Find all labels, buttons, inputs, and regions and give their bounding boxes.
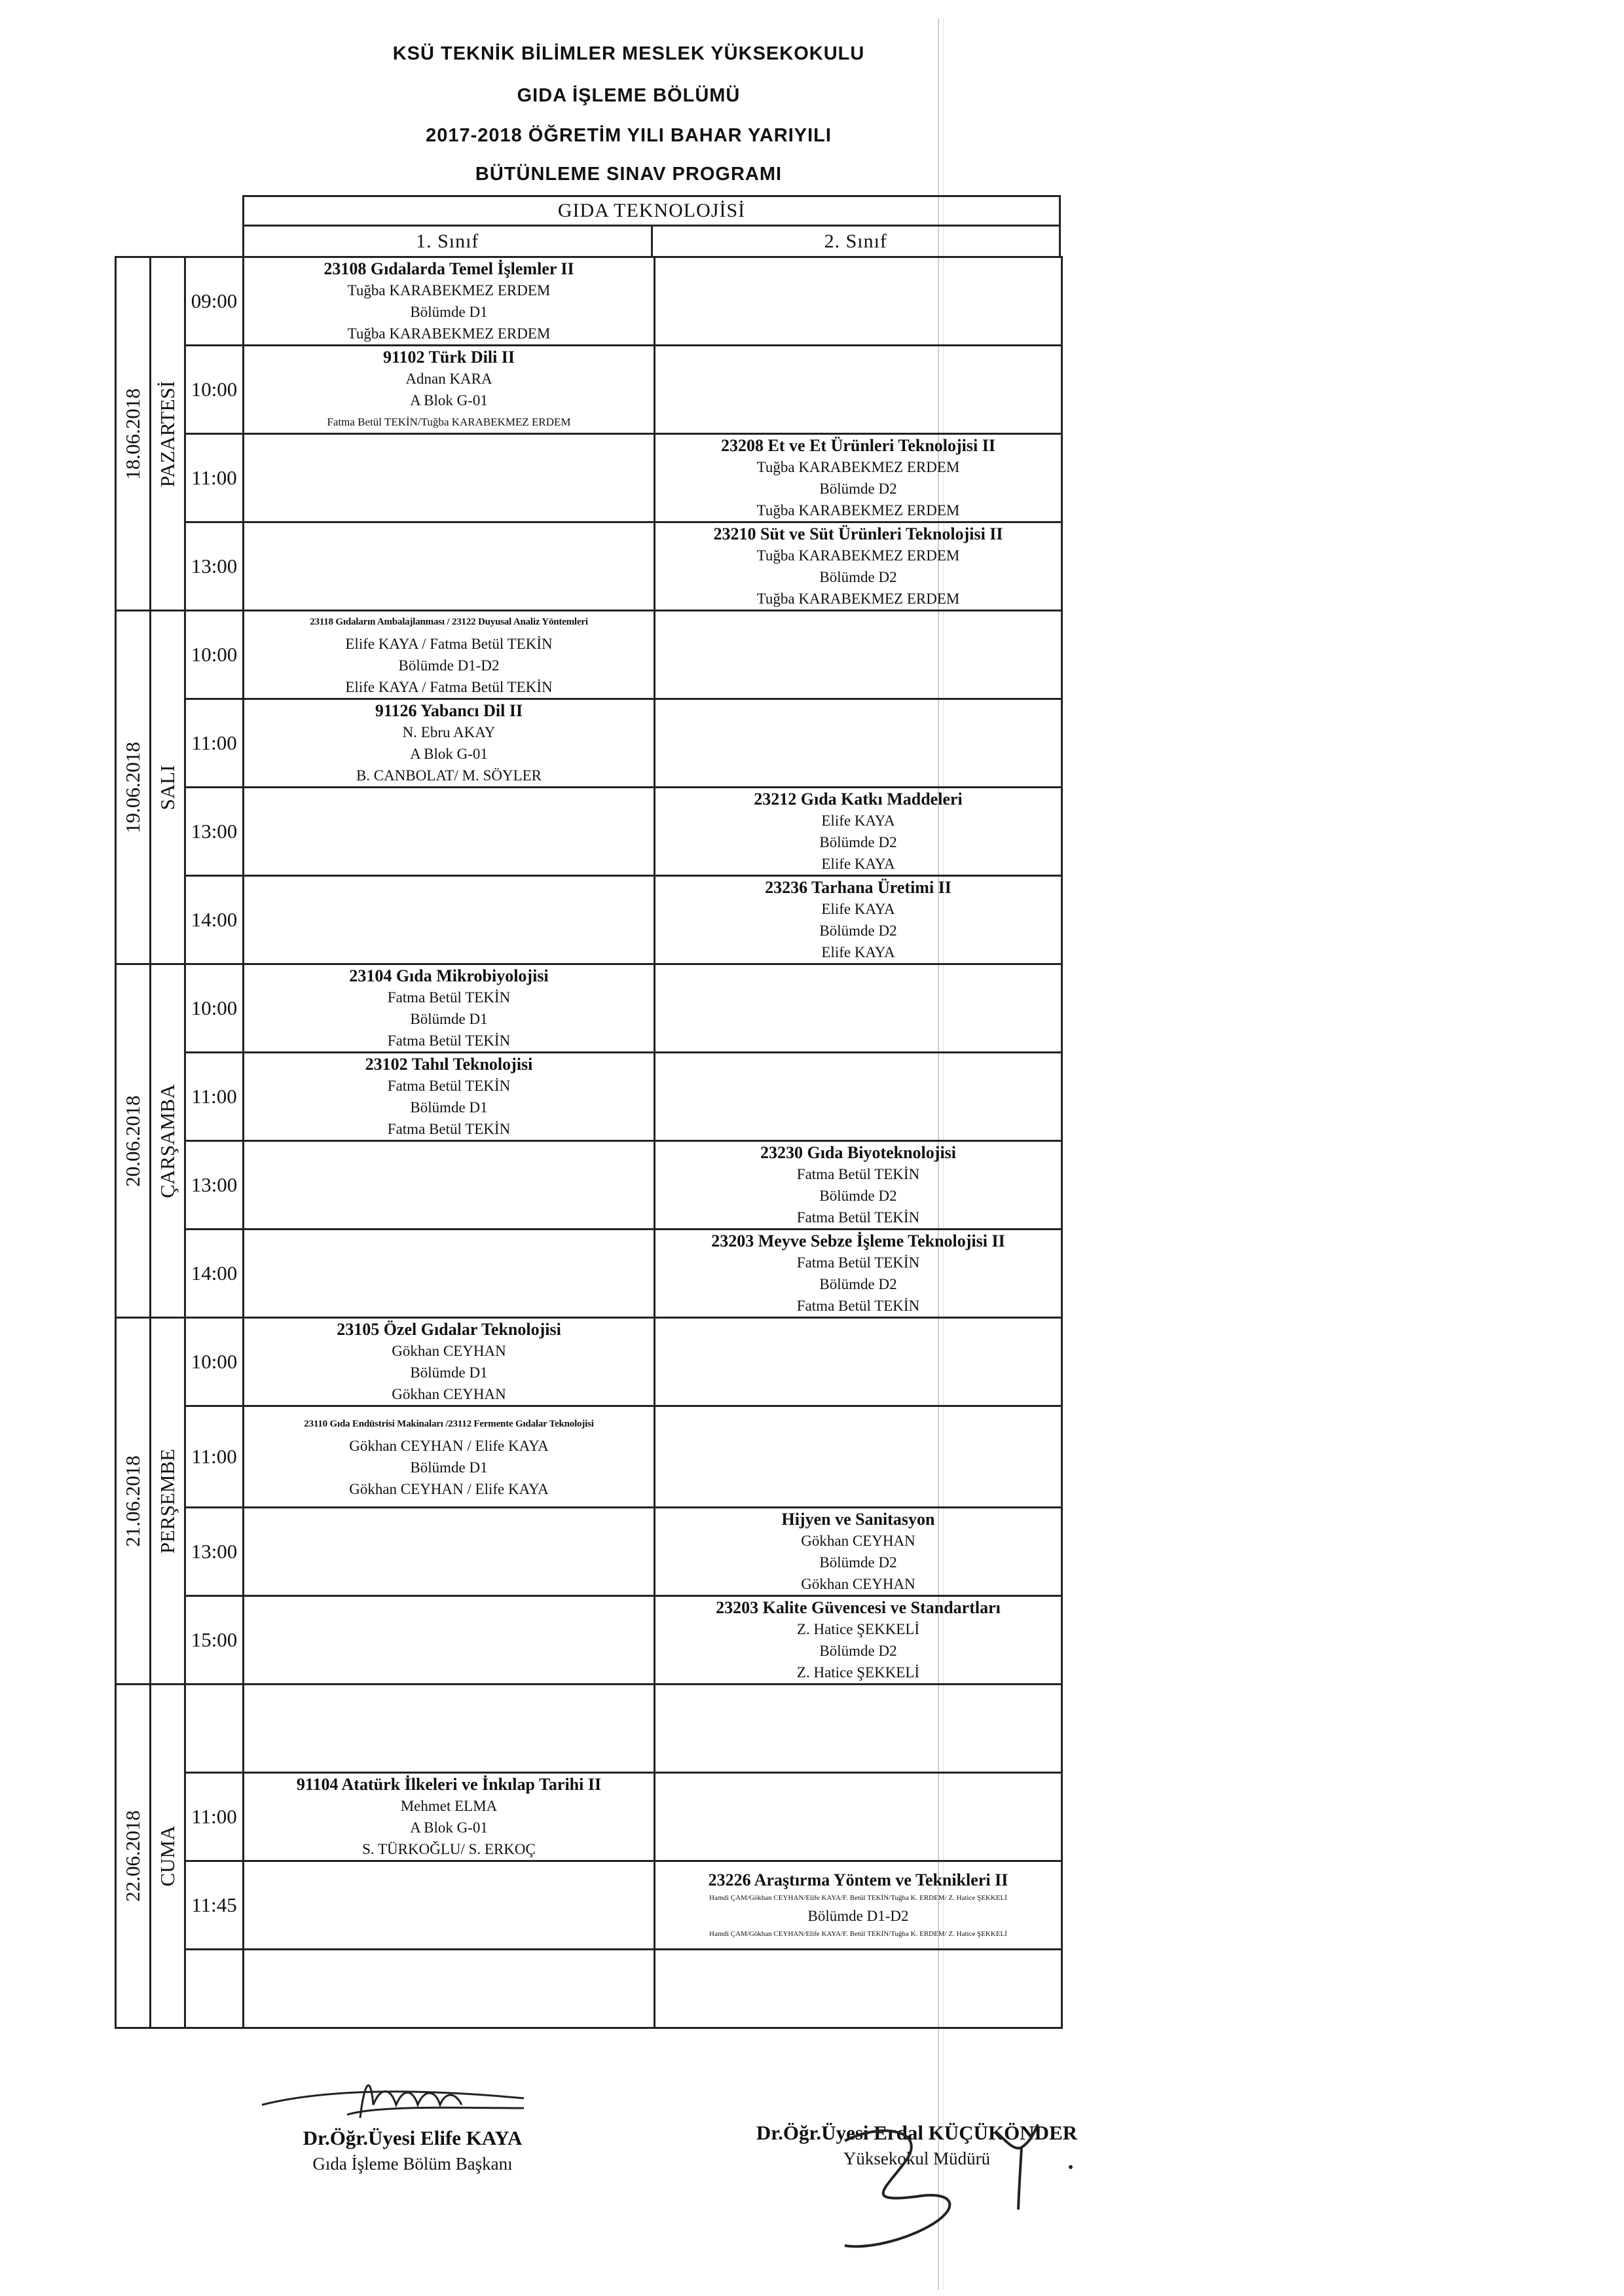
course-title: 23212 Gıda Katkı Maddeleri — [754, 790, 963, 809]
department-title: GIDA İŞLEME BÖLÜMÜ — [517, 85, 741, 106]
instructor-name: Tuğba KARABEKMEZ ERDEM — [347, 282, 551, 299]
instructor-name: Hamdi ÇAM/Gökhan CEYHAN/Elife KAYA/F. Betül TEKİN/Tuğba K. ERDEM/ Z. Hatice ŞEKKELİ — [709, 1930, 1007, 1938]
instructor-name: Fatma Betül TEKİN — [387, 1078, 511, 1094]
timetable-row — [116, 1861, 1062, 1950]
exam-date — [116, 1318, 151, 1685]
instructor-name: Hamdi ÇAM/Gökhan CEYHAN/Elife KAYA/F. Betül TEKİN/Tuğba K. ERDEM/ Z. Hatice ŞEKKELİ — [709, 1894, 1007, 1902]
first-year-exam-cell — [244, 1141, 655, 1230]
first-year-exam-cell — [244, 1773, 655, 1861]
second-year-exam-cell — [655, 964, 1062, 1053]
timetable-row — [116, 1685, 1062, 1773]
exam-room: A Blok G-01 — [410, 746, 488, 762]
exam-time: 10:00 — [185, 1318, 244, 1406]
course-title: 23108 Gıdalarda Temel İşlemler II — [323, 259, 574, 278]
course-title: 23104 Gıda Mikrobiyolojisi — [349, 966, 549, 985]
exam-room: Bölümde D2 — [819, 922, 897, 939]
first-year-exam-cell — [244, 346, 655, 434]
exam-date — [116, 964, 151, 1318]
first-year-exam-cell — [244, 1950, 655, 2028]
exam-room: Bölümde D2 — [819, 1276, 897, 1292]
first-year-exam-cell — [244, 699, 655, 788]
exam-room: Bölümde D1 — [410, 1011, 488, 1027]
term-title: 2017-2018 ÖĞRETİM YILI BAHAR YARIYILI — [426, 125, 832, 146]
exam-room: Bölümde D2 — [819, 1554, 897, 1571]
instructor-name: Gökhan CEYHAN / Elife KAYA — [349, 1481, 549, 1497]
first-year-exam-cell — [244, 1318, 655, 1406]
first-year-exam-cell — [244, 964, 655, 1053]
first-year-exam-cell — [244, 1053, 655, 1141]
exam-room: A Blok G-01 — [410, 392, 488, 409]
program-name: GIDA TEKNOLOJİSİ — [244, 196, 1060, 226]
second-year-exam-cell — [655, 699, 1062, 788]
instructor-name: Tuğba KARABEKMEZ ERDEM — [756, 547, 960, 564]
right-handwritten-signature — [825, 2105, 1087, 2269]
exam-date-text: 20.06.2018 — [121, 1095, 144, 1187]
timetable-row — [116, 434, 1062, 522]
instructor-name: Tuğba KARABEKMEZ ERDEM — [756, 591, 960, 607]
course-title: 23102 Tahıl Teknolojisi — [365, 1055, 533, 1074]
exam-room: Bölümde D1-D2 — [807, 1908, 909, 1924]
exam-weekday — [151, 964, 185, 1318]
instructor-name: Gökhan CEYHAN — [801, 1533, 915, 1549]
exam-time: 11:00 — [185, 699, 244, 788]
timetable-row — [116, 1318, 1062, 1406]
exam-weekday — [151, 257, 185, 611]
timetable-row — [116, 1053, 1062, 1141]
exam-room: Bölümde D1 — [410, 1459, 488, 1476]
second-year-exam-cell — [655, 522, 1062, 611]
instructor-name: Z. Hatice ŞEKKELİ — [796, 1664, 920, 1681]
first-year-exam-cell — [244, 434, 655, 522]
instructor-name: Gökhan CEYHAN — [801, 1576, 915, 1592]
timetable-row — [116, 964, 1062, 1053]
exam-room: Bölümde D1-D2 — [398, 657, 500, 674]
course-title: 91104 Atatürk İlkeleri ve İnkılap Tarihi II — [296, 1775, 602, 1794]
instructor-name: Elife KAYA / Fatma Betül TEKİN — [345, 679, 553, 695]
timetable-row — [116, 346, 1062, 434]
exam-time: 10:00 — [185, 964, 244, 1053]
second-year-exam-cell — [655, 1053, 1062, 1141]
course-title: 23203 Meyve Sebze İşleme Teknolojisi II — [711, 1231, 1005, 1250]
exam-weekday-text: CUMA — [156, 1825, 179, 1887]
instructor-name: Gökhan CEYHAN — [392, 1386, 506, 1402]
exam-weekday-text: SALI — [156, 765, 179, 810]
left-signatory-name: Dr.Öğr.Üyesi Elife KAYA — [303, 2126, 523, 2149]
exam-date — [116, 257, 151, 611]
exam-time — [185, 1685, 244, 1773]
second-year-exam-cell — [655, 1685, 1062, 1773]
course-title: 23110 Gıda Endüstrisi Makinaları /23112 Fermente Gıdalar Teknolojisi — [304, 1419, 594, 1429]
course-title: 23230 Gıda Biyoteknolojisi — [760, 1143, 957, 1162]
instructor-name: Tuğba KARABEKMEZ ERDEM — [756, 502, 960, 519]
program-header — [242, 195, 1061, 258]
timetable-row — [116, 611, 1062, 699]
instructor-name: S. TÜRKOĞLU/ S. ERKOÇ — [362, 1841, 536, 1857]
exam-weekday-text: PERŞEMBE — [156, 1448, 179, 1554]
exam-weekday-text: ÇARŞAMBA — [156, 1084, 179, 1198]
course-title: 23210 Süt ve Süt Ürünleri Teknolojisi II — [713, 524, 1003, 543]
exam-time — [185, 1950, 244, 2028]
second-year-exam-cell — [655, 1508, 1062, 1596]
timetable-row — [116, 1406, 1062, 1508]
first-year-exam-cell — [244, 611, 655, 699]
exam-time: 11:00 — [185, 1406, 244, 1508]
column-header-2: 2. Sınıf — [652, 226, 1060, 257]
exam-date-text: 19.06.2018 — [121, 741, 144, 833]
course-title: 23118 Gıdaların Ambalajlanması / 23122 Duyusal Analiz Yöntemleri — [310, 617, 588, 627]
exam-time: 14:00 — [185, 876, 244, 964]
second-year-exam-cell — [655, 788, 1062, 876]
exam-room: Bölümde D2 — [819, 569, 897, 585]
exam-room: Bölümde D2 — [819, 834, 897, 850]
school-title: KSÜ TEKNİK BİLİMLER MESLEK YÜKSEKOKULU — [392, 43, 865, 64]
instructor-name: Fatma Betül TEKİN — [796, 1254, 920, 1271]
second-year-exam-cell — [655, 1950, 1062, 2028]
exam-room: Bölümde D1 — [410, 1364, 488, 1381]
instructor-name: Mehmet ELMA — [400, 1798, 498, 1814]
exam-date — [116, 1685, 151, 2028]
exam-title: BÜTÜNLEME SINAV PROGRAMI — [475, 164, 783, 185]
exam-weekday — [151, 1685, 185, 2028]
second-year-exam-cell — [655, 1318, 1062, 1406]
first-year-exam-cell — [244, 257, 655, 346]
second-year-exam-cell — [655, 1406, 1062, 1508]
instructor-name: N. Ebru AKAY — [402, 724, 496, 740]
instructor-name: Tuğba KARABEKMEZ ERDEM — [347, 325, 551, 342]
second-year-exam-cell — [655, 434, 1062, 522]
course-title: 23226 Araştırma Yöntem ve Teknikleri II — [708, 1870, 1008, 1889]
instructor-name: Z. Hatice ŞEKKELİ — [796, 1621, 920, 1637]
instructor-name: Gökhan CEYHAN — [392, 1343, 506, 1359]
second-year-exam-cell — [655, 1230, 1062, 1318]
timetable-row — [116, 876, 1062, 964]
first-year-exam-cell — [244, 1230, 655, 1318]
exam-time: 14:00 — [185, 1230, 244, 1318]
first-year-exam-cell — [244, 1861, 655, 1950]
right-signatory-name: Dr.Öğr.Üyesi Erdal KÜÇÜKÖNDER — [756, 2121, 1078, 2144]
exam-time: 13:00 — [185, 788, 244, 876]
right-signatory-role: Yüksekokul Müdürü — [843, 2149, 991, 2168]
course-title: 91102 Türk Dili II — [382, 348, 515, 367]
first-year-exam-cell — [244, 1508, 655, 1596]
column-header-1: 1. Sınıf — [244, 226, 652, 257]
timetable-row — [116, 1230, 1062, 1318]
instructor-name: Fatma Betül TEKİN — [387, 1032, 511, 1049]
second-year-exam-cell — [655, 611, 1062, 699]
timetable-row — [116, 699, 1062, 788]
instructor-name: Fatma Betül TEKİN/Tuğba KARABEKMEZ ERDEM — [327, 416, 571, 428]
second-year-exam-cell — [655, 1596, 1062, 1685]
exam-date — [116, 611, 151, 964]
instructor-name: Fatma Betül TEKİN — [796, 1209, 920, 1226]
exam-time: 13:00 — [185, 1508, 244, 1596]
instructor-name: Fatma Betül TEKİN — [796, 1298, 920, 1314]
course-title: 23105 Özel Gıdalar Teknolojisi — [337, 1320, 561, 1339]
exam-time: 13:00 — [185, 522, 244, 611]
instructor-name: Elife KAYA / Fatma Betül TEKİN — [345, 636, 553, 652]
exam-date-text: 21.06.2018 — [121, 1455, 144, 1547]
course-title: 23208 Et ve Et Ürünleri Teknolojisi II — [721, 436, 995, 455]
exam-time: 10:00 — [185, 611, 244, 699]
second-year-exam-cell — [655, 346, 1062, 434]
instructor-name: B. CANBOLAT/ M. SÖYLER — [356, 767, 542, 784]
timetable-row — [116, 1950, 1062, 2028]
instructor-name: Elife KAYA — [821, 944, 895, 960]
second-year-exam-cell — [655, 1141, 1062, 1230]
timetable-row — [116, 1508, 1062, 1596]
exam-date-text: 18.06.2018 — [121, 388, 144, 480]
course-title: 23203 Kalite Güvencesi ve Standartları — [716, 1598, 1001, 1617]
instructor-name: Elife KAYA — [821, 901, 895, 917]
second-year-exam-cell — [655, 876, 1062, 964]
exam-weekday-text: PAZARTESİ — [156, 380, 179, 487]
first-year-exam-cell — [244, 522, 655, 611]
timetable-row — [116, 522, 1062, 611]
exam-time: 11:00 — [185, 434, 244, 522]
instructor-name: Adnan KARA — [405, 371, 492, 387]
instructor-name: Elife KAYA — [821, 856, 895, 872]
exam-timetable — [115, 256, 1063, 2029]
timetable-row — [116, 1773, 1062, 1861]
instructor-name: Fatma Betül TEKİN — [387, 1121, 511, 1137]
first-year-exam-cell — [244, 1596, 655, 1685]
exam-room: Bölümde D2 — [819, 1188, 897, 1204]
left-handwritten-signature — [249, 2043, 537, 2141]
course-title: 23236 Tarhana Üretimi II — [765, 878, 951, 897]
first-year-exam-cell — [244, 1685, 655, 1773]
exam-room: A Blok G-01 — [410, 1819, 488, 1836]
exam-time: 11:00 — [185, 1053, 244, 1141]
exam-weekday — [151, 611, 185, 964]
timetable-row — [116, 788, 1062, 876]
first-year-exam-cell — [244, 876, 655, 964]
exam-room: Bölümde D2 — [819, 1643, 897, 1659]
exam-room: Bölümde D1 — [410, 1099, 488, 1116]
exam-time: 10:00 — [185, 346, 244, 434]
second-year-exam-cell — [655, 1773, 1062, 1861]
instructor-name: Tuğba KARABEKMEZ ERDEM — [756, 459, 960, 475]
exam-time: 09:00 — [185, 257, 244, 346]
second-year-exam-cell — [655, 257, 1062, 346]
exam-room: Bölümde D1 — [410, 304, 488, 320]
instructor-name: Fatma Betül TEKİN — [387, 989, 511, 1006]
first-year-exam-cell — [244, 788, 655, 876]
instructor-name: Gökhan CEYHAN / Elife KAYA — [349, 1438, 549, 1454]
exam-room: Bölümde D2 — [819, 481, 897, 497]
exam-weekday — [151, 1318, 185, 1685]
first-year-exam-cell — [244, 1406, 655, 1508]
exam-time: 11:45 — [185, 1861, 244, 1950]
exam-time: 15:00 — [185, 1596, 244, 1685]
exam-time: 11:00 — [185, 1773, 244, 1861]
exam-date-text: 22.06.2018 — [121, 1810, 144, 1902]
exam-time: 13:00 — [185, 1141, 244, 1230]
left-signatory-role: Gıda İşleme Bölüm Başkanı — [312, 2154, 513, 2174]
instructor-name: Fatma Betül TEKİN — [796, 1166, 920, 1182]
timetable-row — [116, 257, 1062, 346]
second-year-exam-cell — [655, 1861, 1062, 1950]
instructor-name: Elife KAYA — [821, 812, 895, 829]
course-title: 91126 Yabancı Dil II — [375, 701, 523, 720]
course-title: Hijyen ve Sanitasyon — [781, 1510, 935, 1529]
timetable-row — [116, 1596, 1062, 1685]
timetable-row — [116, 1141, 1062, 1230]
